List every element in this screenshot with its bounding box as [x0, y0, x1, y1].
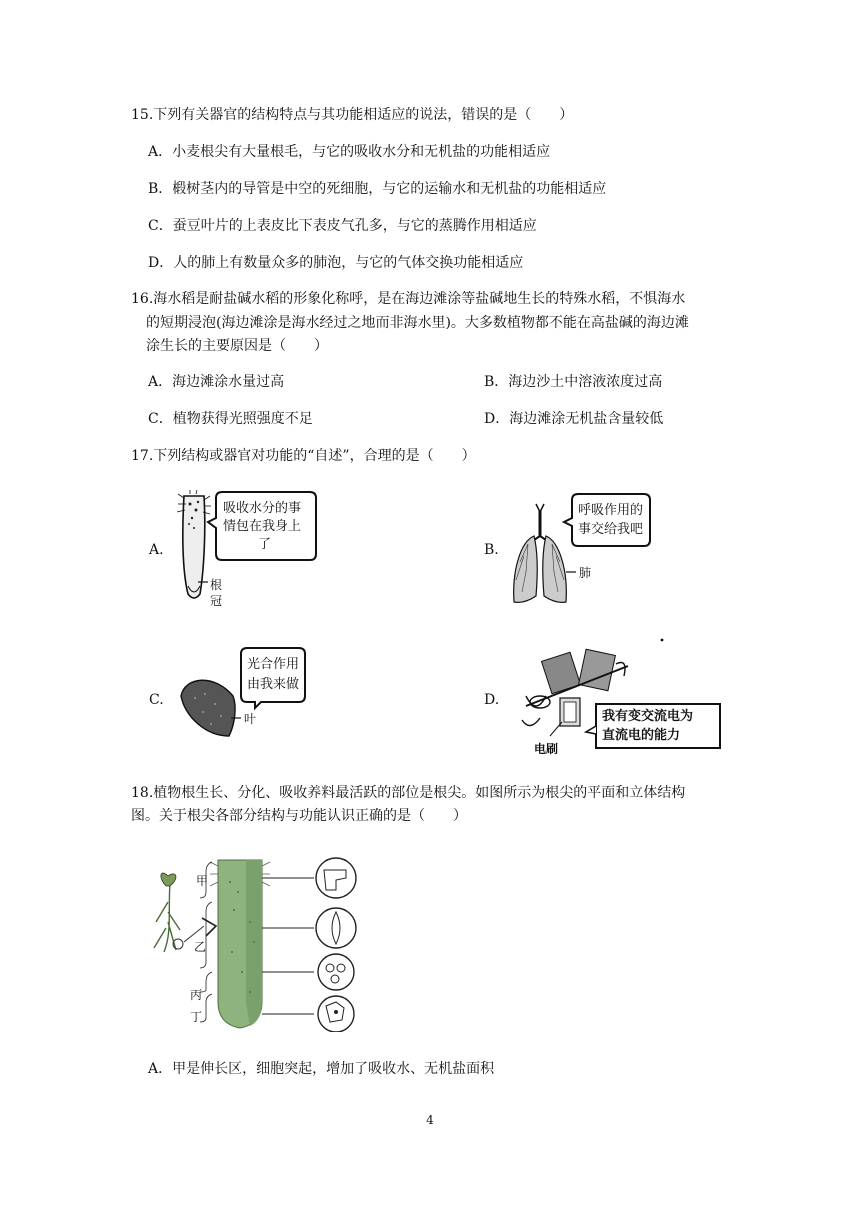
- bubble-c-line2: 由我来做: [247, 677, 300, 692]
- q17-option-a-letter: A.: [149, 542, 164, 558]
- q16-option-a: A．海边滩涂水量过高: [148, 374, 285, 390]
- page-number: 4: [426, 1113, 434, 1127]
- lungs-illustration: [510, 492, 660, 612]
- q18-stem-line2: 图。关于根尖各部分结构与功能认识正确的是（ ）: [131, 808, 467, 824]
- bubble-a-line3: 了: [258, 537, 272, 552]
- q17-option-d-letter: D.: [484, 692, 500, 708]
- bubble-d-line1: 我有变交流电为: [602, 709, 694, 724]
- root-tip-illustration: [176, 490, 326, 610]
- bubble-a-line2: 情包在我身上: [223, 519, 302, 534]
- q15-stem: 15.下列有关器官的结构特点与其功能相适应的说法，错误的是（ ）: [131, 107, 574, 123]
- generator-illustration: [516, 636, 730, 762]
- bubble-b-line1: 呼吸作用的: [578, 503, 644, 518]
- q16-option-d: D．海边滩涂无机盐含量较低: [484, 411, 664, 427]
- q16-option-b: B．海边沙土中溶液浓度过高: [484, 374, 663, 390]
- label-root-cap-2: 冠: [210, 594, 223, 608]
- q16-option-c: C．植物获得光照强度不足: [148, 411, 313, 427]
- bubble-d-line2: 直流电的能力: [602, 728, 681, 743]
- q17-option-b-letter: B.: [484, 542, 499, 558]
- q15-option-a: A．小麦根尖有大量根毛，与它的吸收水分和无机盐的功能相适应: [148, 144, 551, 160]
- label-root-cap-1: 根: [210, 578, 223, 592]
- q17-stem: 17.下列结构或器官对功能的“自述”，合理的是（ ）: [131, 448, 476, 464]
- q18-option-a: A．甲是伸长区，细胞突起，增加了吸收水、无机盐面积: [148, 1061, 495, 1077]
- bubble-b-line2: 事交给我吧: [578, 522, 644, 537]
- q15-option-c: C．蚕豆叶片的上表皮比下表皮气孔多，与它的蒸腾作用相适应: [148, 218, 537, 234]
- bubble-a-line1: 吸收水分的事: [223, 501, 302, 516]
- q16-stem-line1: 16.海水稻是耐盐碱水稻的形象化称呼，是在海边滩涂等盐碱地生长的特殊水稻，不惧海水: [131, 291, 686, 307]
- q15-option-d: D．人的肺上有数量众多的肺泡，与它的气体交换功能相适应: [148, 255, 524, 271]
- q17-option-c-letter: C.: [149, 692, 164, 708]
- zone-label-jia: 甲: [196, 874, 209, 888]
- q16-stem-line2: 的短期浸泡(海边滩涂是海水经过之地而非海水里)。大多数植物都不能在高盐碱的海边滩: [146, 315, 689, 331]
- q18-stem-line1: 18.植物根生长、分化、吸收养料最活跃的部位是根尖。如图所示为根尖的平面和立体结构: [131, 785, 686, 801]
- root-tip-structure-figure: [150, 852, 370, 1032]
- label-lung: 肺: [579, 566, 592, 580]
- q15-option-b: B．椴树茎内的导管是中空的死细胞，与它的运输水和无机盐的功能相适应: [148, 181, 607, 197]
- zone-label-yi: 乙: [194, 940, 207, 954]
- q16-stem-line3: 涂生长的主要原因是（ ）: [146, 338, 328, 354]
- leaf-illustration: [175, 646, 315, 746]
- zone-label-ding: 丁: [190, 1010, 203, 1024]
- label-leaf: 叶: [244, 712, 257, 726]
- label-brush: 电刷: [534, 742, 559, 756]
- zone-label-bing: 丙: [190, 988, 203, 1002]
- bubble-c-line1: 光合作用: [247, 657, 300, 672]
